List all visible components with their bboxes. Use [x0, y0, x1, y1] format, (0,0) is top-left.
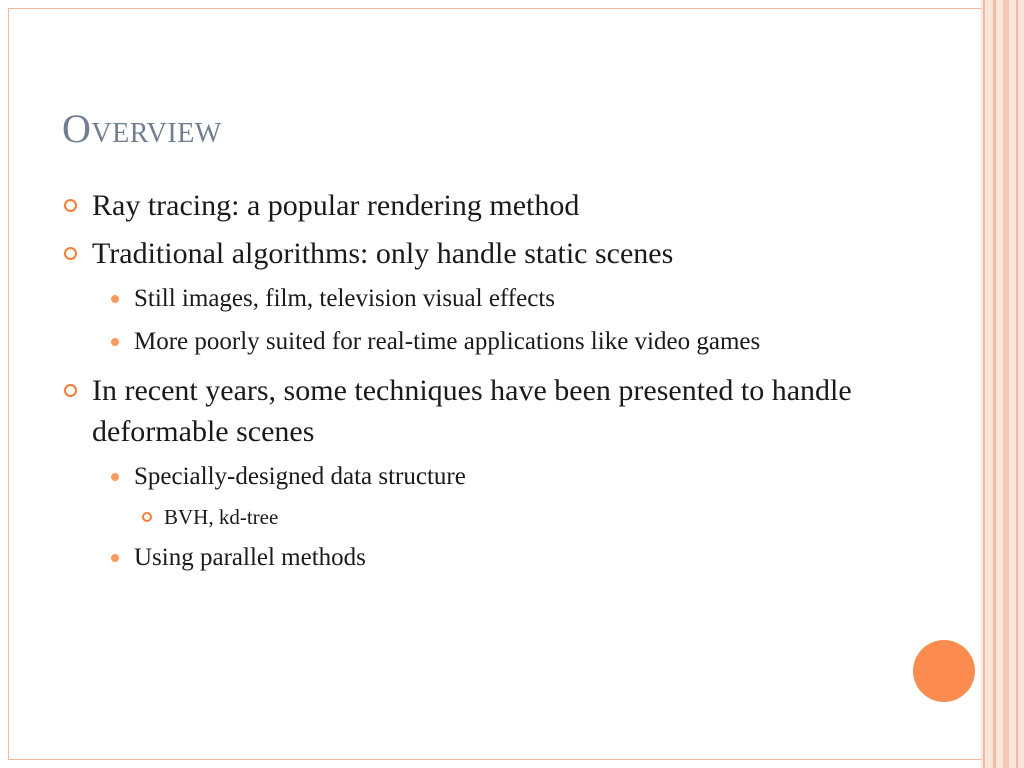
- decorative-circle: [913, 640, 975, 702]
- bullet-item: [62, 370, 882, 452]
- small-ring-bullet-icon: [142, 512, 152, 522]
- sub-bullet-item: [111, 459, 882, 495]
- decorative-stripe: [983, 0, 985, 768]
- sub-bullet-item: [111, 540, 882, 576]
- decorative-stripe: [1003, 0, 1009, 768]
- sub-sub-bullet-text: BVH, kd-tree: [164, 505, 279, 529]
- bullet-text: Ray tracing: a popular rendering method: [92, 189, 580, 222]
- sub-bullet-item: [111, 324, 882, 360]
- slide-title: Overview: [62, 106, 222, 151]
- sub-bullet-text: Still images, film, television visual effects: [134, 285, 555, 312]
- bullet-text: Traditional algorithms: only handle static scenes: [92, 237, 674, 270]
- sub-sub-bullet-item: [142, 502, 882, 532]
- sub-bullet-text: More poorly suited for real-time applications like video games: [134, 328, 761, 355]
- ring-bullet-icon: [64, 247, 77, 260]
- slide-content: [62, 185, 882, 583]
- ring-bullet-icon: [64, 199, 77, 212]
- ring-bullet-icon: [64, 384, 77, 397]
- dot-bullet-icon: [111, 554, 119, 562]
- decorative-stripe: [1016, 0, 1018, 768]
- bullet-text: In recent years, some techniques have been presented to handle deformable scenes: [92, 374, 852, 448]
- sub-bullet-item: [111, 281, 882, 317]
- sub-bullet-text: Specially-designed data structure: [134, 463, 466, 490]
- sub-bullet-text: Using parallel methods: [134, 544, 366, 571]
- dot-bullet-icon: [111, 295, 119, 303]
- dot-bullet-icon: [111, 338, 119, 346]
- dot-bullet-icon: [111, 473, 119, 481]
- bullet-item: [62, 185, 882, 226]
- decorative-stripe: [993, 0, 996, 768]
- bullet-item: [62, 233, 882, 274]
